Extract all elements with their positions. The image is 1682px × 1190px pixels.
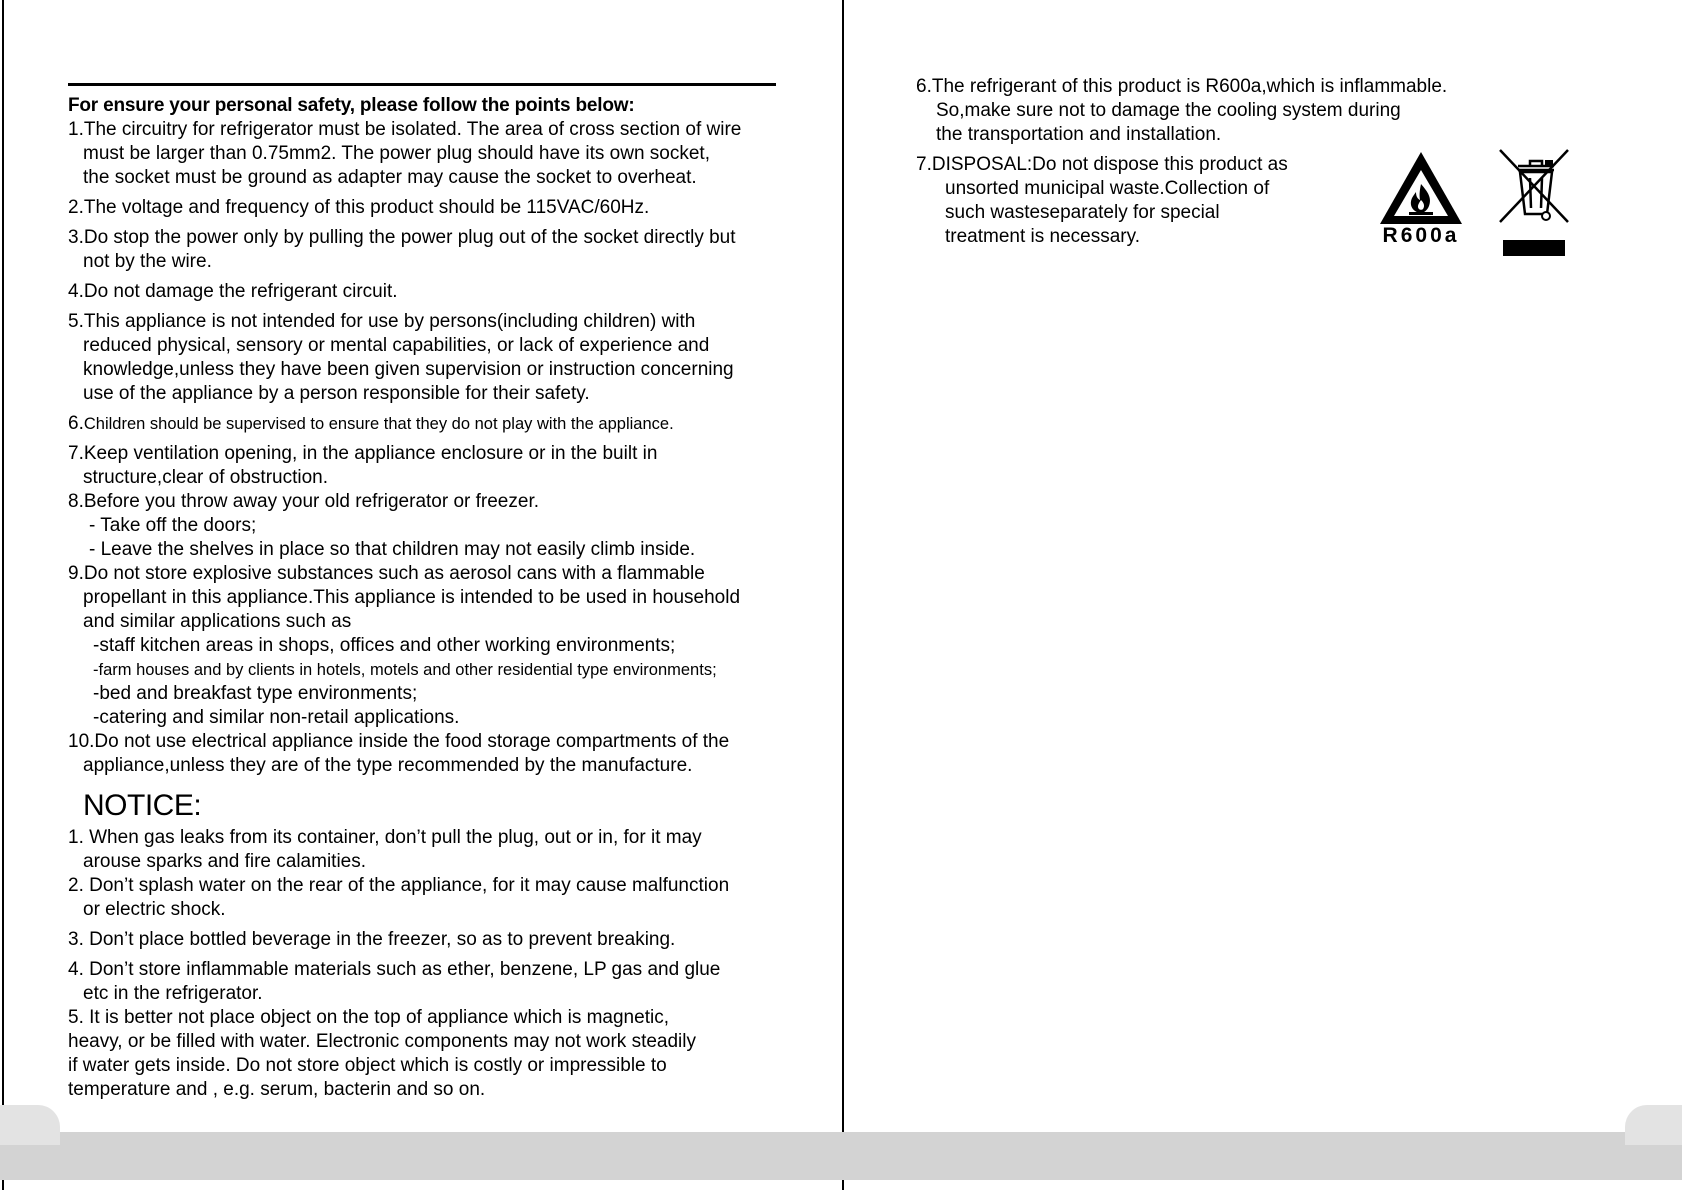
item-text: 7.DISPOSAL:Do not dispose this product as bbox=[916, 154, 1288, 175]
notice-item bbox=[68, 826, 788, 874]
item-text: propellant in this appliance.This appliance is intended to be used in household bbox=[83, 587, 741, 608]
item-text: 1. When gas leaks from its container, don’t pull the plug, out or in, for it may bbox=[68, 827, 702, 848]
item-subpoint: - Leave the shelves in place so that children may not easily climb inside. bbox=[89, 539, 696, 560]
notice-item bbox=[68, 1006, 788, 1102]
footer-band bbox=[0, 1132, 1682, 1180]
item-text: unsorted municipal waste.Collection of bbox=[945, 178, 1270, 199]
item-text: 7.Keep ventilation opening, in the appliance enclosure or in the built in bbox=[68, 443, 658, 464]
list-item bbox=[68, 562, 788, 730]
item-text: arouse sparks and fire calamities. bbox=[83, 851, 367, 872]
item-text: such wasteseparately for special bbox=[945, 202, 1220, 223]
item-text: 4.Do not damage the refrigerant circuit. bbox=[68, 281, 398, 302]
safety-heading: For ensure your personal safety, please follow the points below: bbox=[68, 95, 635, 116]
item-subpoint: -catering and similar non-retail applications. bbox=[93, 707, 460, 728]
item-text: 9.Do not store explosive substances such as aerosol cans with a flammable bbox=[68, 563, 705, 584]
item-text: 5. It is better not place object on the top of appliance which is magnetic, bbox=[68, 1007, 669, 1028]
item-text: use of the appliance by a person responsible for their safety. bbox=[83, 383, 590, 404]
list-item bbox=[68, 280, 788, 304]
item-text: 6.The refrigerant of this product is R600a,which is inflammable. bbox=[916, 76, 1448, 97]
list-item bbox=[68, 412, 788, 436]
item-text: 3. Don’t place bottled beverage in the freezer, so as to prevent breaking. bbox=[68, 929, 676, 950]
item-text: reduced physical, sensory or mental capabilities, or lack of experience and bbox=[83, 335, 710, 356]
item-text: 2.The voltage and frequency of this product should be 115VAC/60Hz. bbox=[68, 197, 650, 218]
footer-tab-right bbox=[1625, 1105, 1682, 1145]
crossed-out-wheelie-bin-icon bbox=[1496, 146, 1572, 258]
list-item bbox=[916, 75, 1516, 147]
list-item bbox=[68, 490, 788, 562]
notice-item bbox=[68, 928, 788, 952]
refrigerant-label: R600a bbox=[1382, 224, 1460, 247]
item-number: 6. bbox=[68, 413, 84, 434]
item-text: etc in the refrigerator. bbox=[83, 983, 263, 1004]
notice-heading: NOTICE: bbox=[83, 789, 202, 822]
flammable-warning-icon bbox=[1376, 148, 1466, 228]
item-text: appliance,unless they are of the type recommended by the manufacture. bbox=[83, 755, 693, 776]
item-text: the transportation and installation. bbox=[936, 124, 1222, 145]
item-subpoint: -bed and breakfast type environments; bbox=[93, 683, 418, 704]
list-item bbox=[68, 226, 788, 274]
item-subpoint: - Take off the doors; bbox=[89, 515, 257, 536]
item-text: 2. Don’t splash water on the rear of the appliance, for it may cause malfunction bbox=[68, 875, 730, 896]
notice-item bbox=[68, 958, 788, 1006]
item-text: treatment is necessary. bbox=[945, 226, 1141, 247]
item-text: 3.Do stop the power only by pulling the power plug out of the socket directly but bbox=[68, 227, 736, 248]
item-text: 10.Do not use electrical appliance inside the food storage compartments of the bbox=[68, 731, 730, 752]
item-text: 1.The circuitry for refrigerator must be isolated. The area of cross section of wire bbox=[68, 119, 742, 140]
page-edge-line bbox=[2, 0, 4, 1190]
item-text: knowledge,unless they have been given supervision or instruction concerning bbox=[83, 359, 734, 380]
item-text bbox=[68, 412, 788, 436]
list-item bbox=[68, 442, 788, 490]
footer-tab-left bbox=[0, 1105, 60, 1145]
list-item bbox=[68, 730, 788, 778]
item-text: So,make sure not to damage the cooling system during bbox=[936, 100, 1401, 121]
item-text: must be larger than 0.75mm2. The power plug should have its own socket, bbox=[83, 143, 710, 164]
safety-instructions bbox=[68, 94, 788, 1102]
list-item bbox=[68, 118, 788, 190]
list-item bbox=[68, 196, 788, 220]
item-text: structure,clear of obstruction. bbox=[83, 467, 328, 488]
heading-rule bbox=[68, 83, 776, 86]
item-small-text: Children should be supervised to ensure that they do not play with the appliance. bbox=[83, 415, 674, 433]
list-item bbox=[68, 310, 788, 406]
notice-item bbox=[68, 874, 788, 922]
item-text: 8.Before you throw away your old refrigerator or freezer. bbox=[68, 491, 540, 512]
item-subpoint: -staff kitchen areas in shops, offices and other working environments; bbox=[93, 635, 676, 656]
item-text: and similar applications such as bbox=[83, 611, 352, 632]
item-text: 4. Don’t store inflammable materials such as ether, benzene, LP gas and glue bbox=[68, 959, 721, 980]
item-text: not by the wire. bbox=[83, 251, 212, 272]
item-text: the socket must be ground as adapter may cause the socket to overheat. bbox=[83, 167, 697, 188]
item-text: heavy, or be filled with water. Electronic components may not work steadily bbox=[68, 1031, 696, 1052]
item-text: if water gets inside. Do not store object which is costly or impressible to bbox=[68, 1055, 667, 1076]
item-subpoint: -farm houses and by clients in hotels, motels and other residential type environments; bbox=[93, 661, 717, 679]
item-text: or electric shock. bbox=[83, 899, 226, 920]
item-text: 5.This appliance is not intended for use by persons(including children) with bbox=[68, 311, 696, 332]
item-text: temperature and , e.g. serum, bacterin and so on. bbox=[68, 1079, 486, 1100]
page-divider bbox=[842, 0, 844, 1190]
